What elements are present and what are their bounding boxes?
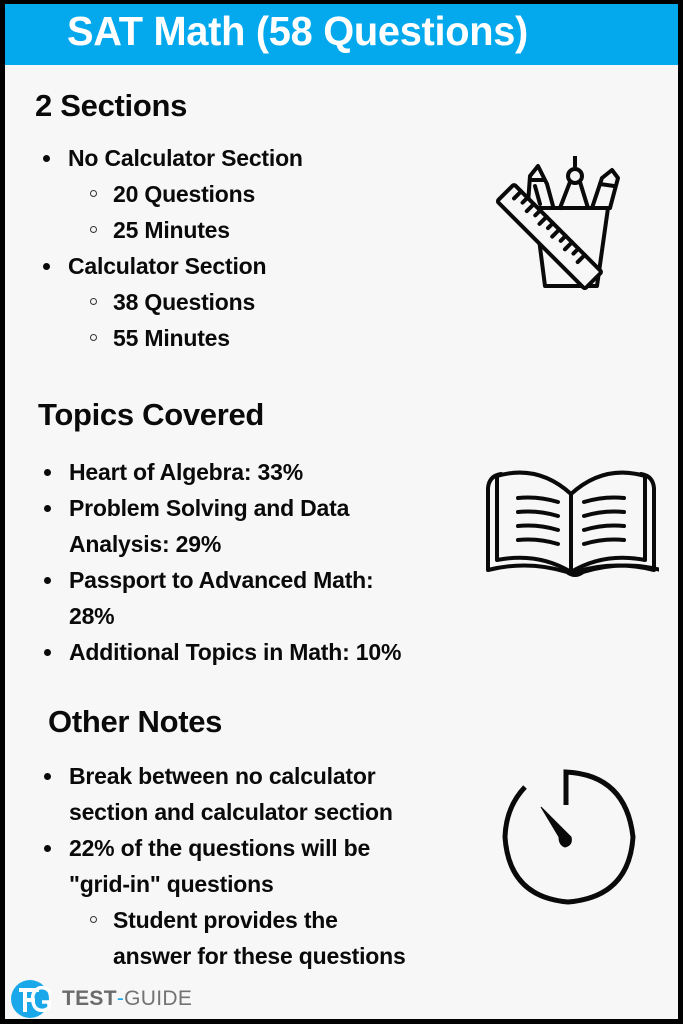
notes-heading: Other Notes [48,704,223,739]
list-item: Additional Topics in Math: 10% [69,639,402,665]
sub-bullet [90,334,97,341]
test-guide-logo-icon [9,978,55,1019]
bullet [44,773,51,780]
list-item-continuation: Analysis: 29% [69,531,222,557]
brand-light: GUIDE [124,987,193,1010]
list-item-continuation: section and calculator section [69,799,393,825]
timer-icon [501,767,641,907]
list-item: 22% of the questions will be [69,835,371,861]
list-item: Break between no calculator [69,763,376,789]
brand-dash: - [116,987,125,1010]
list-item: 38 Questions [113,289,256,315]
bullet [43,263,50,270]
bullet [43,155,50,162]
stationery-cup-icon [480,156,630,296]
sections-heading: 2 Sections [35,88,188,123]
list-item: Passport to Advanced Math: [69,567,374,593]
list-item-continuation: answer for these questions [113,943,406,969]
infographic-card [5,4,678,1019]
list-item: No Calculator Section [68,145,303,171]
list-item: Calculator Section [68,253,267,279]
bullet [44,845,51,852]
list-item: Student provides the [113,907,338,933]
sub-bullet [90,916,97,923]
list-item: 55 Minutes [113,325,230,351]
title-banner [5,4,678,65]
sub-bullet [90,190,97,197]
list-item: Problem Solving and Data [69,495,350,521]
sub-bullet [90,226,97,233]
bullet [44,649,51,656]
list-item: 25 Minutes [113,217,230,243]
bullet [44,577,51,584]
list-item: 20 Questions [113,181,256,207]
brand-bold: TEST [62,987,117,1010]
bullet [44,505,51,512]
bullet [44,469,51,476]
page-title: SAT Math (58 Questions) [67,8,529,54]
brand-wordmark [62,987,192,1011]
list-item-continuation: 28% [69,603,115,629]
open-book-icon [483,462,659,580]
list-item-continuation: "grid-in" questions [69,871,274,897]
sub-bullet [90,298,97,305]
topics-heading: Topics Covered [38,397,265,432]
list-item: Heart of Algebra: 33% [69,459,303,485]
